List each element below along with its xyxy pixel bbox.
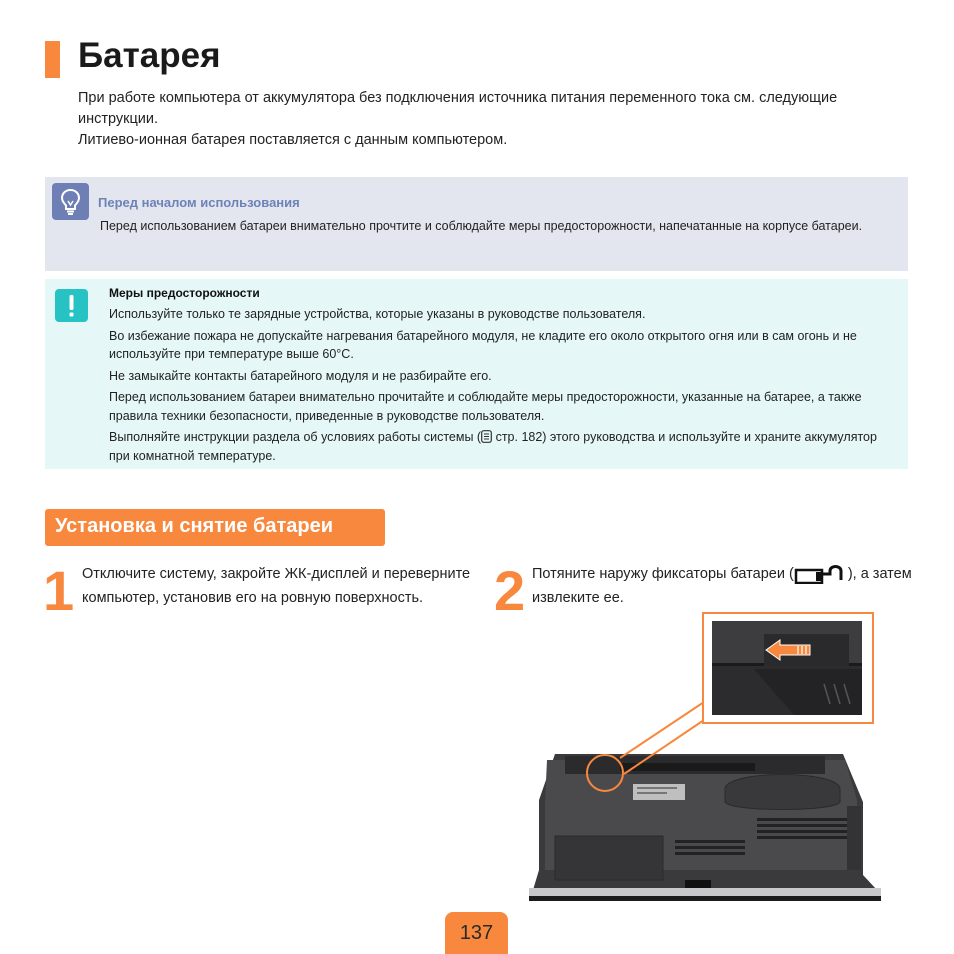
intro-paragraph-1: При работе компьютера от аккумулятора без подключения источника питания переменного тока см. следующие инструкции. bbox=[78, 90, 838, 127]
step-2-text-end: ), а затем извлеките ее. bbox=[532, 566, 912, 606]
warning-item: Во избежание пожара не допускайте нагревания батарейного модуля, не кладите его около открытого огня или в сам огонь и не используйте при температуре выше 60°C. bbox=[109, 328, 857, 361]
warning-item: Используйте только те зарядные устройства, которые указаны в руководстве пользователя. bbox=[109, 307, 646, 321]
unlock-icon bbox=[794, 562, 848, 584]
note-text: Перед использованием батареи внимательно прочтите и соблюдайте меры предосторожности, напечатанные на корпусе батареи. bbox=[100, 219, 863, 233]
intro-paragraph-2: Литиево-ионная батарея поставляется с данным компьютером. bbox=[78, 132, 508, 148]
warning-item: Перед использованием батареи внимательно прочитайте и соблюдайте меры предосторожности, указанные на батарее, а также правила техники безопасности, приведенные в руководстве пользователя. bbox=[109, 390, 862, 423]
intro-text bbox=[78, 88, 878, 151]
note-title: Перед началом использования bbox=[98, 195, 300, 210]
step-number-2: 2 bbox=[494, 559, 526, 622]
warning-list bbox=[109, 305, 899, 468]
step-2-text bbox=[532, 562, 912, 610]
page-title: Батарея bbox=[78, 36, 221, 75]
warning-item-text: стр. 182) этого руководства и используйте и храните аккумулятор при комнатной температуре. bbox=[109, 430, 877, 463]
battery-latch-closeup bbox=[704, 614, 872, 722]
warning-item-text: Выполняйте инструкции раздела об условиях работы системы ( bbox=[109, 430, 482, 444]
step-1-text: Отключите систему, закройте ЖК-дисплей и переверните компьютер, установив его на ровную поверхность. bbox=[82, 566, 471, 606]
step-2-text-start: Потяните наружу фиксаторы батареи ( bbox=[532, 566, 794, 582]
warning-item-with-reference bbox=[109, 428, 899, 465]
section-title: Установка и снятие батареи bbox=[55, 515, 334, 537]
warning-title: Меры предосторожности bbox=[109, 286, 260, 300]
exclamation-icon bbox=[55, 289, 88, 322]
lightbulb-icon bbox=[52, 183, 89, 220]
title-accent-bar bbox=[45, 41, 60, 78]
warning-item: Не замыкайте контакты батарейного модуля и не разбирайте его. bbox=[109, 368, 492, 383]
page-number: 137 bbox=[459, 922, 494, 944]
document-reference-icon bbox=[481, 430, 492, 443]
zoom-inset bbox=[702, 612, 874, 724]
step-number-1: 1 bbox=[43, 559, 75, 622]
